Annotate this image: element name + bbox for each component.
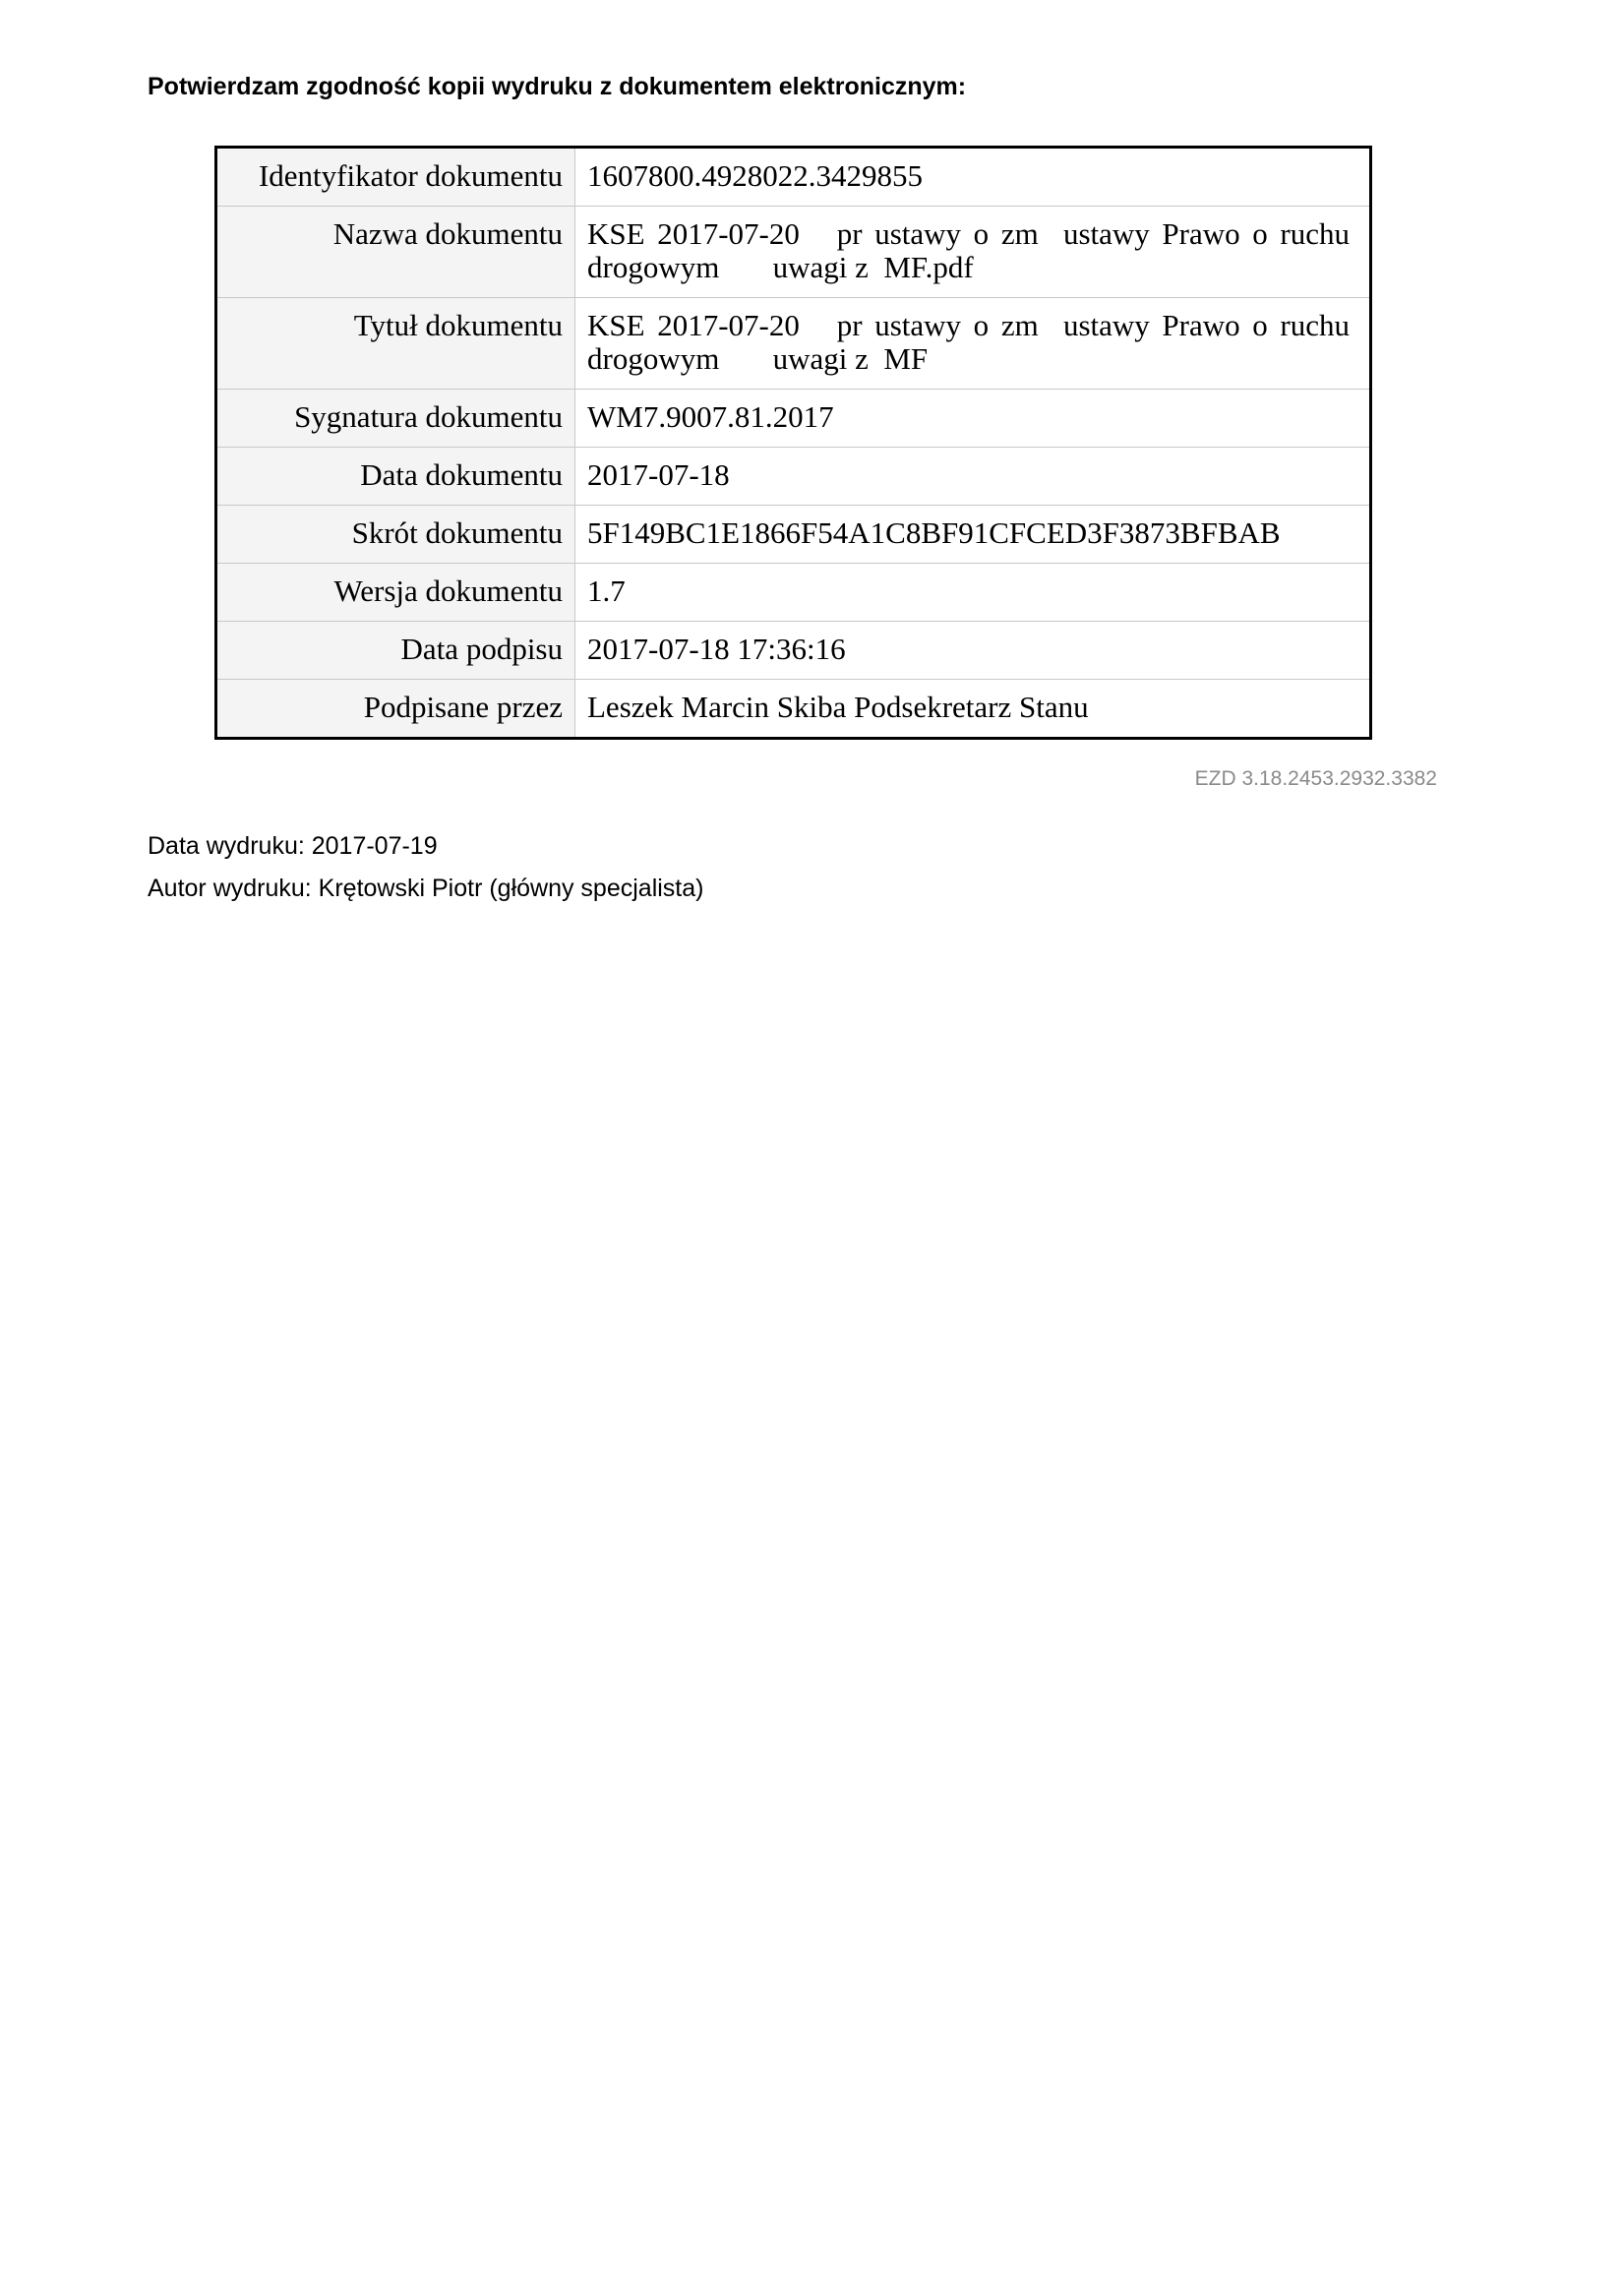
print-author: Autor wydruku: Krętowski Piotr (główny specjalista) — [148, 875, 704, 902]
table-row — [216, 448, 1371, 506]
row-value: Leszek Marcin Skiba Podsekretarz Stanu — [575, 680, 1371, 739]
table-row — [216, 390, 1371, 448]
table-row — [216, 506, 1371, 564]
row-value: 5F149BC1E1866F54A1C8BF91CFCED3F3873BFBAB — [575, 506, 1371, 564]
row-value: WM7.9007.81.2017 — [575, 390, 1371, 448]
table-row — [216, 207, 1371, 298]
row-label: Tytuł dokumentu — [216, 298, 575, 390]
row-value: KSE 2017-07-20 pr ustawy o zm ustawy Prawo o ruchu drogowym uwagi z MF.pdf — [575, 207, 1371, 298]
row-label: Podpisane przez — [216, 680, 575, 739]
document-metadata-table — [214, 146, 1372, 740]
row-label: Nazwa dokumentu — [216, 207, 575, 298]
row-value: 2017-07-18 — [575, 448, 1371, 506]
print-date: Data wydruku: 2017-07-19 — [148, 832, 438, 860]
row-label: Wersja dokumentu — [216, 564, 575, 622]
row-label: Data dokumentu — [216, 448, 575, 506]
row-value: 1.7 — [575, 564, 1371, 622]
row-label: Sygnatura dokumentu — [216, 390, 575, 448]
table-row — [216, 298, 1371, 390]
system-version-label: EZD 3.18.2453.2932.3382 — [1194, 767, 1437, 790]
row-value: 2017-07-18 17:36:16 — [575, 622, 1371, 680]
row-label: Data podpisu — [216, 622, 575, 680]
confirmation-heading: Potwierdzam zgodność kopii wydruku z dokumentem elektronicznym: — [148, 73, 967, 100]
row-value: 1607800.4928022.3429855 — [575, 148, 1371, 207]
table-row — [216, 680, 1371, 739]
table-row — [216, 564, 1371, 622]
row-value: KSE 2017-07-20 pr ustawy o zm ustawy Prawo o ruchu drogowym uwagi z MF — [575, 298, 1371, 390]
table-row — [216, 622, 1371, 680]
table-row — [216, 148, 1371, 207]
row-label: Skrót dokumentu — [216, 506, 575, 564]
row-label: Identyfikator dokumentu — [216, 148, 575, 207]
